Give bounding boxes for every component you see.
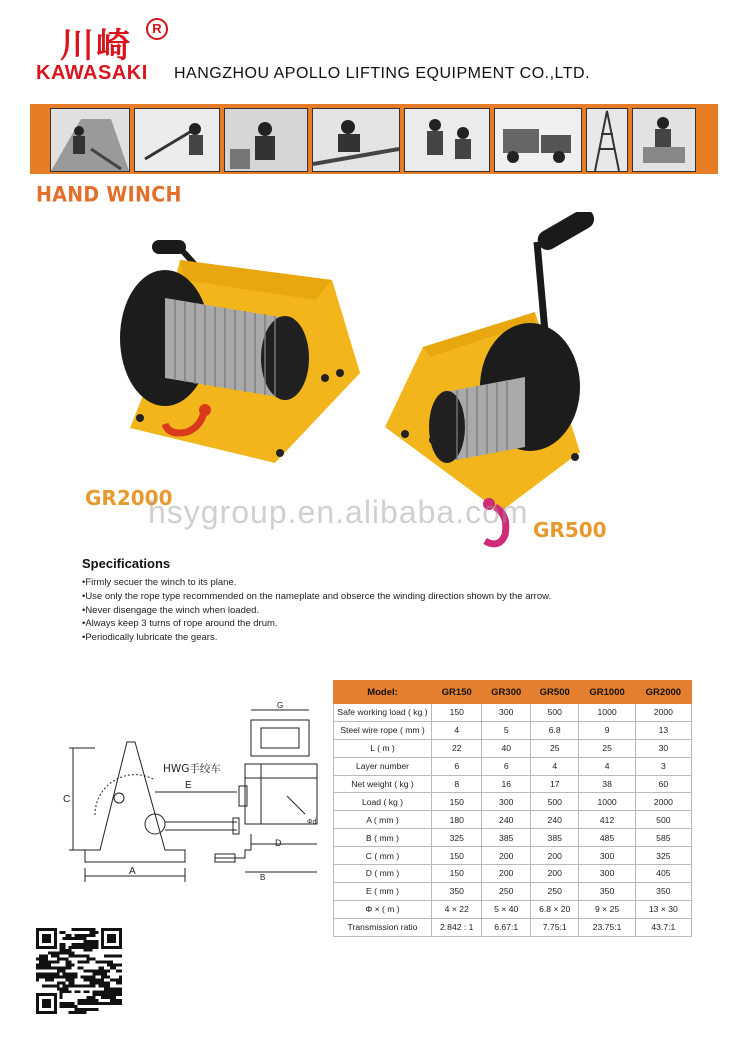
dim-label-phi: Φd	[307, 819, 317, 826]
spec-item: •Periodically lubricate the gears.	[82, 632, 218, 644]
table-cell: 3	[635, 757, 691, 775]
banner-photo-6	[494, 108, 582, 172]
table-row-label: C ( mm )	[334, 847, 432, 865]
table-cell: 180	[432, 811, 482, 829]
banner-photo-1	[50, 108, 130, 172]
specification-table	[333, 680, 692, 937]
table-cell: 6.8 × 20	[530, 900, 579, 918]
table-cell: 150	[432, 793, 482, 811]
table-cell: 150	[432, 865, 482, 883]
section-title: HAND WINCH	[36, 182, 182, 208]
table-cell: 405	[635, 865, 691, 883]
table-cell: 250	[530, 882, 579, 900]
table-cell: 150	[432, 704, 482, 722]
table-cell: 300	[579, 847, 635, 865]
table-row	[334, 757, 692, 775]
banner-photo-8	[632, 108, 696, 172]
table-row	[334, 793, 692, 811]
table-cell: 25	[530, 739, 579, 757]
dim-label-e: E	[185, 780, 192, 791]
table-row-label: Steel wire rope ( mm )	[334, 721, 432, 739]
table-cell: 40	[482, 739, 531, 757]
table-cell: 5	[482, 721, 531, 739]
table-row-label: Load ( kg )	[334, 793, 432, 811]
handle-grip	[534, 212, 595, 254]
table-cell: 6.8	[530, 721, 579, 739]
dim-label-g: G	[277, 701, 284, 710]
table-row-label: A ( mm )	[334, 811, 432, 829]
table-cell: 300	[482, 793, 531, 811]
table-cell: 9 × 25	[579, 900, 635, 918]
spec-item: •Firmly secuer the winch to its plane.	[82, 577, 237, 588]
table-cell: 200	[530, 865, 579, 883]
table-cell: 4	[579, 757, 635, 775]
spec-item: •Use only the rope type recommended on the nameplate and obserce the winding direction shown by the arrow.	[82, 590, 552, 602]
table-row	[334, 918, 692, 936]
table-cell: 2000	[635, 704, 691, 722]
model-label-gr500: GR500	[533, 518, 607, 542]
table-header-cell: GR2000	[635, 681, 691, 704]
table-cell: 412	[579, 811, 635, 829]
model-label-gr2000: GR2000	[85, 486, 173, 510]
table-cell: 500	[635, 811, 691, 829]
table-cell: 150	[432, 847, 482, 865]
table-cell: 5 × 40	[482, 900, 531, 918]
table-cell: 2000	[635, 793, 691, 811]
photo-banner	[30, 104, 718, 174]
table-cell: 4 × 22	[432, 900, 482, 918]
banner-photo-2	[134, 108, 220, 172]
table-cell: 6	[432, 757, 482, 775]
table-row-label: B ( mm )	[334, 829, 432, 847]
table-row-label: Φ × ( m )	[334, 900, 432, 918]
table-cell: 22	[432, 739, 482, 757]
table-header-cell: GR300	[482, 681, 531, 704]
winch-gr2000-image	[110, 228, 360, 488]
table-cell: 300	[579, 865, 635, 883]
table-cell: 325	[635, 847, 691, 865]
table-cell: 585	[635, 829, 691, 847]
table-cell: 13 × 30	[635, 900, 691, 918]
table-row-label: D ( mm )	[334, 865, 432, 883]
table-cell: 500	[530, 704, 579, 722]
table-cell: 8	[432, 775, 482, 793]
table-row	[334, 900, 692, 918]
table-cell: 23.75:1	[579, 918, 635, 936]
table-row	[334, 811, 692, 829]
table-cell: 7.75:1	[530, 918, 579, 936]
banner-photo-4	[312, 108, 400, 172]
banner-photo-7	[586, 108, 628, 172]
table-cell: 500	[530, 793, 579, 811]
table-cell: 200	[530, 847, 579, 865]
table-header-cell: GR1000	[579, 681, 635, 704]
table-cell: 350	[432, 882, 482, 900]
table-cell: 9	[579, 721, 635, 739]
banner-photo-3	[224, 108, 308, 172]
table-cell: 350	[579, 882, 635, 900]
table-row	[334, 882, 692, 900]
dim-label-c: C	[63, 794, 71, 805]
table-cell: 385	[482, 829, 531, 847]
table-cell: 240	[530, 811, 579, 829]
table-cell: 17	[530, 775, 579, 793]
specifications-title: Specifications	[82, 556, 171, 571]
table-cell: 6.67:1	[482, 918, 531, 936]
table-cell: 25	[579, 739, 635, 757]
qr-code-icon	[36, 928, 122, 1014]
watermark: hsygroup.en.alibaba.com	[148, 494, 529, 530]
table-row	[334, 775, 692, 793]
brand-logo-chinese: 川崎	[60, 26, 132, 66]
table-cell: 1000	[579, 704, 635, 722]
table-row	[334, 739, 692, 757]
table-cell: 43.7:1	[635, 918, 691, 936]
table-row-label: Safe working load ( kg )	[334, 704, 432, 722]
table-cell: 2.842 : 1	[432, 918, 482, 936]
table-row	[334, 721, 692, 739]
registered-mark-icon: R	[146, 18, 168, 40]
table-cell: 200	[482, 847, 531, 865]
table-cell: 385	[530, 829, 579, 847]
spec-item: •Never disengage the winch when loaded.	[82, 604, 260, 616]
table-cell: 1000	[579, 793, 635, 811]
table-row-label: E ( mm )	[334, 882, 432, 900]
table-row-label: Layer number	[334, 757, 432, 775]
table-cell: 13	[635, 721, 691, 739]
table-row-label: Net weight ( kg )	[334, 775, 432, 793]
table-cell: 4	[530, 757, 579, 775]
table-cell: 350	[635, 882, 691, 900]
table-cell: 240	[482, 811, 531, 829]
specifications-list	[82, 576, 551, 645]
banner-photo-5	[404, 108, 490, 172]
table-row-label: L ( m )	[334, 739, 432, 757]
technical-drawing	[55, 700, 330, 890]
dim-label-a: A	[129, 866, 136, 877]
table-cell: 200	[482, 865, 531, 883]
table-cell: 38	[579, 775, 635, 793]
table-cell: 4	[432, 721, 482, 739]
dim-label-d: D	[275, 838, 282, 848]
diagram-title: HWG手绞车	[163, 763, 221, 775]
table-cell: 325	[432, 829, 482, 847]
spec-item: •Always keep 3 turns of rope around the drum.	[82, 618, 278, 630]
table-header-cell: GR500	[530, 681, 579, 704]
table-row	[334, 704, 692, 722]
table-cell: 16	[482, 775, 531, 793]
table-row	[334, 847, 692, 865]
table-cell: 60	[635, 775, 691, 793]
table-row	[334, 865, 692, 883]
company-name: HANGZHOU APOLLO LIFTING EQUIPMENT CO.,LTD.	[174, 65, 591, 82]
table-cell: 485	[579, 829, 635, 847]
table-cell: 6	[482, 757, 531, 775]
table-cell: 300	[482, 704, 531, 722]
table-header-row	[334, 681, 692, 704]
table-header-cell: GR150	[432, 681, 482, 704]
table-cell: 250	[482, 882, 531, 900]
dim-label-b: B	[260, 873, 266, 882]
table-row-label: Transmission ratio	[334, 918, 432, 936]
brand-logo: KAWASAKI	[36, 62, 148, 84]
table-row	[334, 829, 692, 847]
table-header-cell: Model:	[334, 681, 432, 704]
table-cell: 30	[635, 739, 691, 757]
